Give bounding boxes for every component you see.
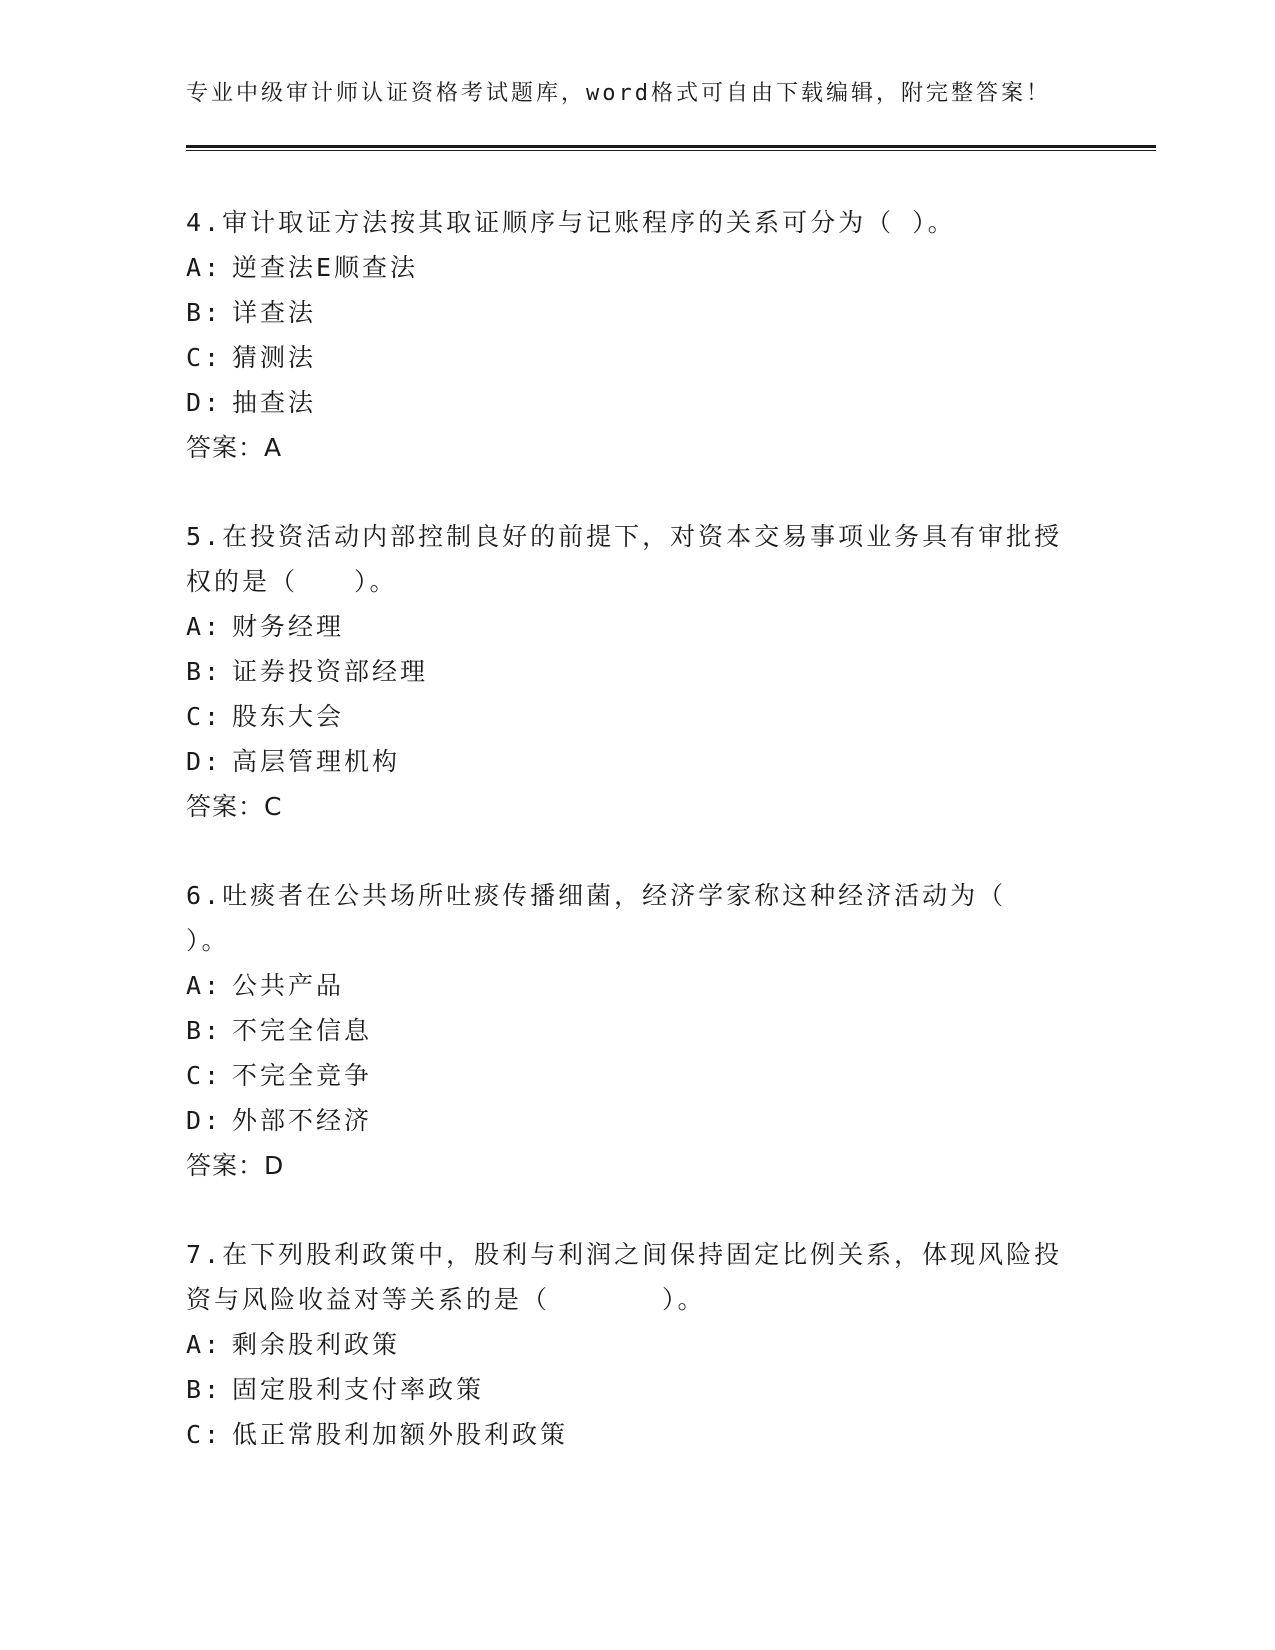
question-4	[186, 200, 1066, 470]
option-d	[186, 380, 1066, 425]
option-text: 公共产品	[232, 971, 345, 1000]
document-header: 专业中级审计师认证资格考试题库，word格式可自由下载编辑，附完整答案！	[186, 81, 1051, 106]
question-7	[186, 1232, 1066, 1457]
question-text: 6.吐痰者在公共场所吐痰传播细菌，经济学家称这种经济活动为（ ）。	[186, 881, 1007, 955]
option-b	[186, 290, 1066, 335]
question-text: 7.在下列股利政策中，股利与利润之间保持固定比例关系，体现风险投资与风险收益对等关系的是（ ）。	[186, 1240, 1063, 1314]
option-label: A:	[186, 253, 223, 282]
question-text: 5.在投资活动内部控制良好的前提下，对资本交易事项业务具有审批授权的是（ ）。	[186, 522, 1063, 596]
option-text: 财务经理	[232, 612, 345, 641]
option-text: 固定股利支付率政策	[232, 1375, 485, 1404]
question-list	[186, 200, 1066, 1501]
header-divider-thin	[186, 150, 1156, 151]
option-c	[186, 335, 1066, 380]
option-text: 低正常股利加额外股利政策	[232, 1420, 569, 1449]
option-a	[186, 963, 1066, 1008]
option-c	[186, 1412, 1066, 1457]
option-b	[186, 1008, 1066, 1053]
option-text: 不完全竞争	[232, 1061, 373, 1090]
option-c	[186, 1053, 1066, 1098]
option-label: A:	[186, 1330, 223, 1359]
option-label: B:	[186, 298, 223, 327]
answer-line: 答案：A	[186, 433, 283, 462]
option-text: 逆查法E顺查法	[232, 253, 419, 282]
option-label: B:	[186, 1375, 223, 1404]
option-label: D:	[186, 1106, 223, 1135]
option-b	[186, 649, 1066, 694]
option-b	[186, 1367, 1066, 1412]
option-text: 外部不经济	[232, 1106, 373, 1135]
option-a	[186, 604, 1066, 649]
option-d	[186, 739, 1066, 784]
option-a	[186, 245, 1066, 290]
option-label: C:	[186, 702, 223, 731]
option-text: 证券投资部经理	[232, 657, 429, 686]
answer-line: 答案：C	[186, 792, 283, 821]
option-label: D:	[186, 747, 223, 776]
option-label: C:	[186, 343, 223, 372]
option-text: 抽查法	[232, 388, 317, 417]
answer-line: 答案：D	[186, 1151, 285, 1180]
option-text: 股东大会	[232, 702, 345, 731]
question-6	[186, 873, 1066, 1188]
option-label: B:	[186, 1016, 223, 1045]
option-label: D:	[186, 388, 223, 417]
option-a	[186, 1322, 1066, 1367]
option-label: A:	[186, 612, 223, 641]
option-text: 猜测法	[232, 343, 317, 372]
option-text: 高层管理机构	[232, 747, 401, 776]
question-5	[186, 514, 1066, 829]
option-c	[186, 694, 1066, 739]
option-text: 剩余股利政策	[232, 1330, 401, 1359]
question-text: 4.审计取证方法按其取证顺序与记账程序的关系可分为（ ）。	[186, 208, 956, 237]
option-text: 不完全信息	[232, 1016, 373, 1045]
option-label: C:	[186, 1420, 223, 1449]
option-d	[186, 1098, 1066, 1143]
option-label: A:	[186, 971, 223, 1000]
option-text: 详查法	[232, 298, 317, 327]
header-divider	[186, 145, 1156, 148]
option-label: B:	[186, 657, 223, 686]
option-label: C:	[186, 1061, 223, 1090]
